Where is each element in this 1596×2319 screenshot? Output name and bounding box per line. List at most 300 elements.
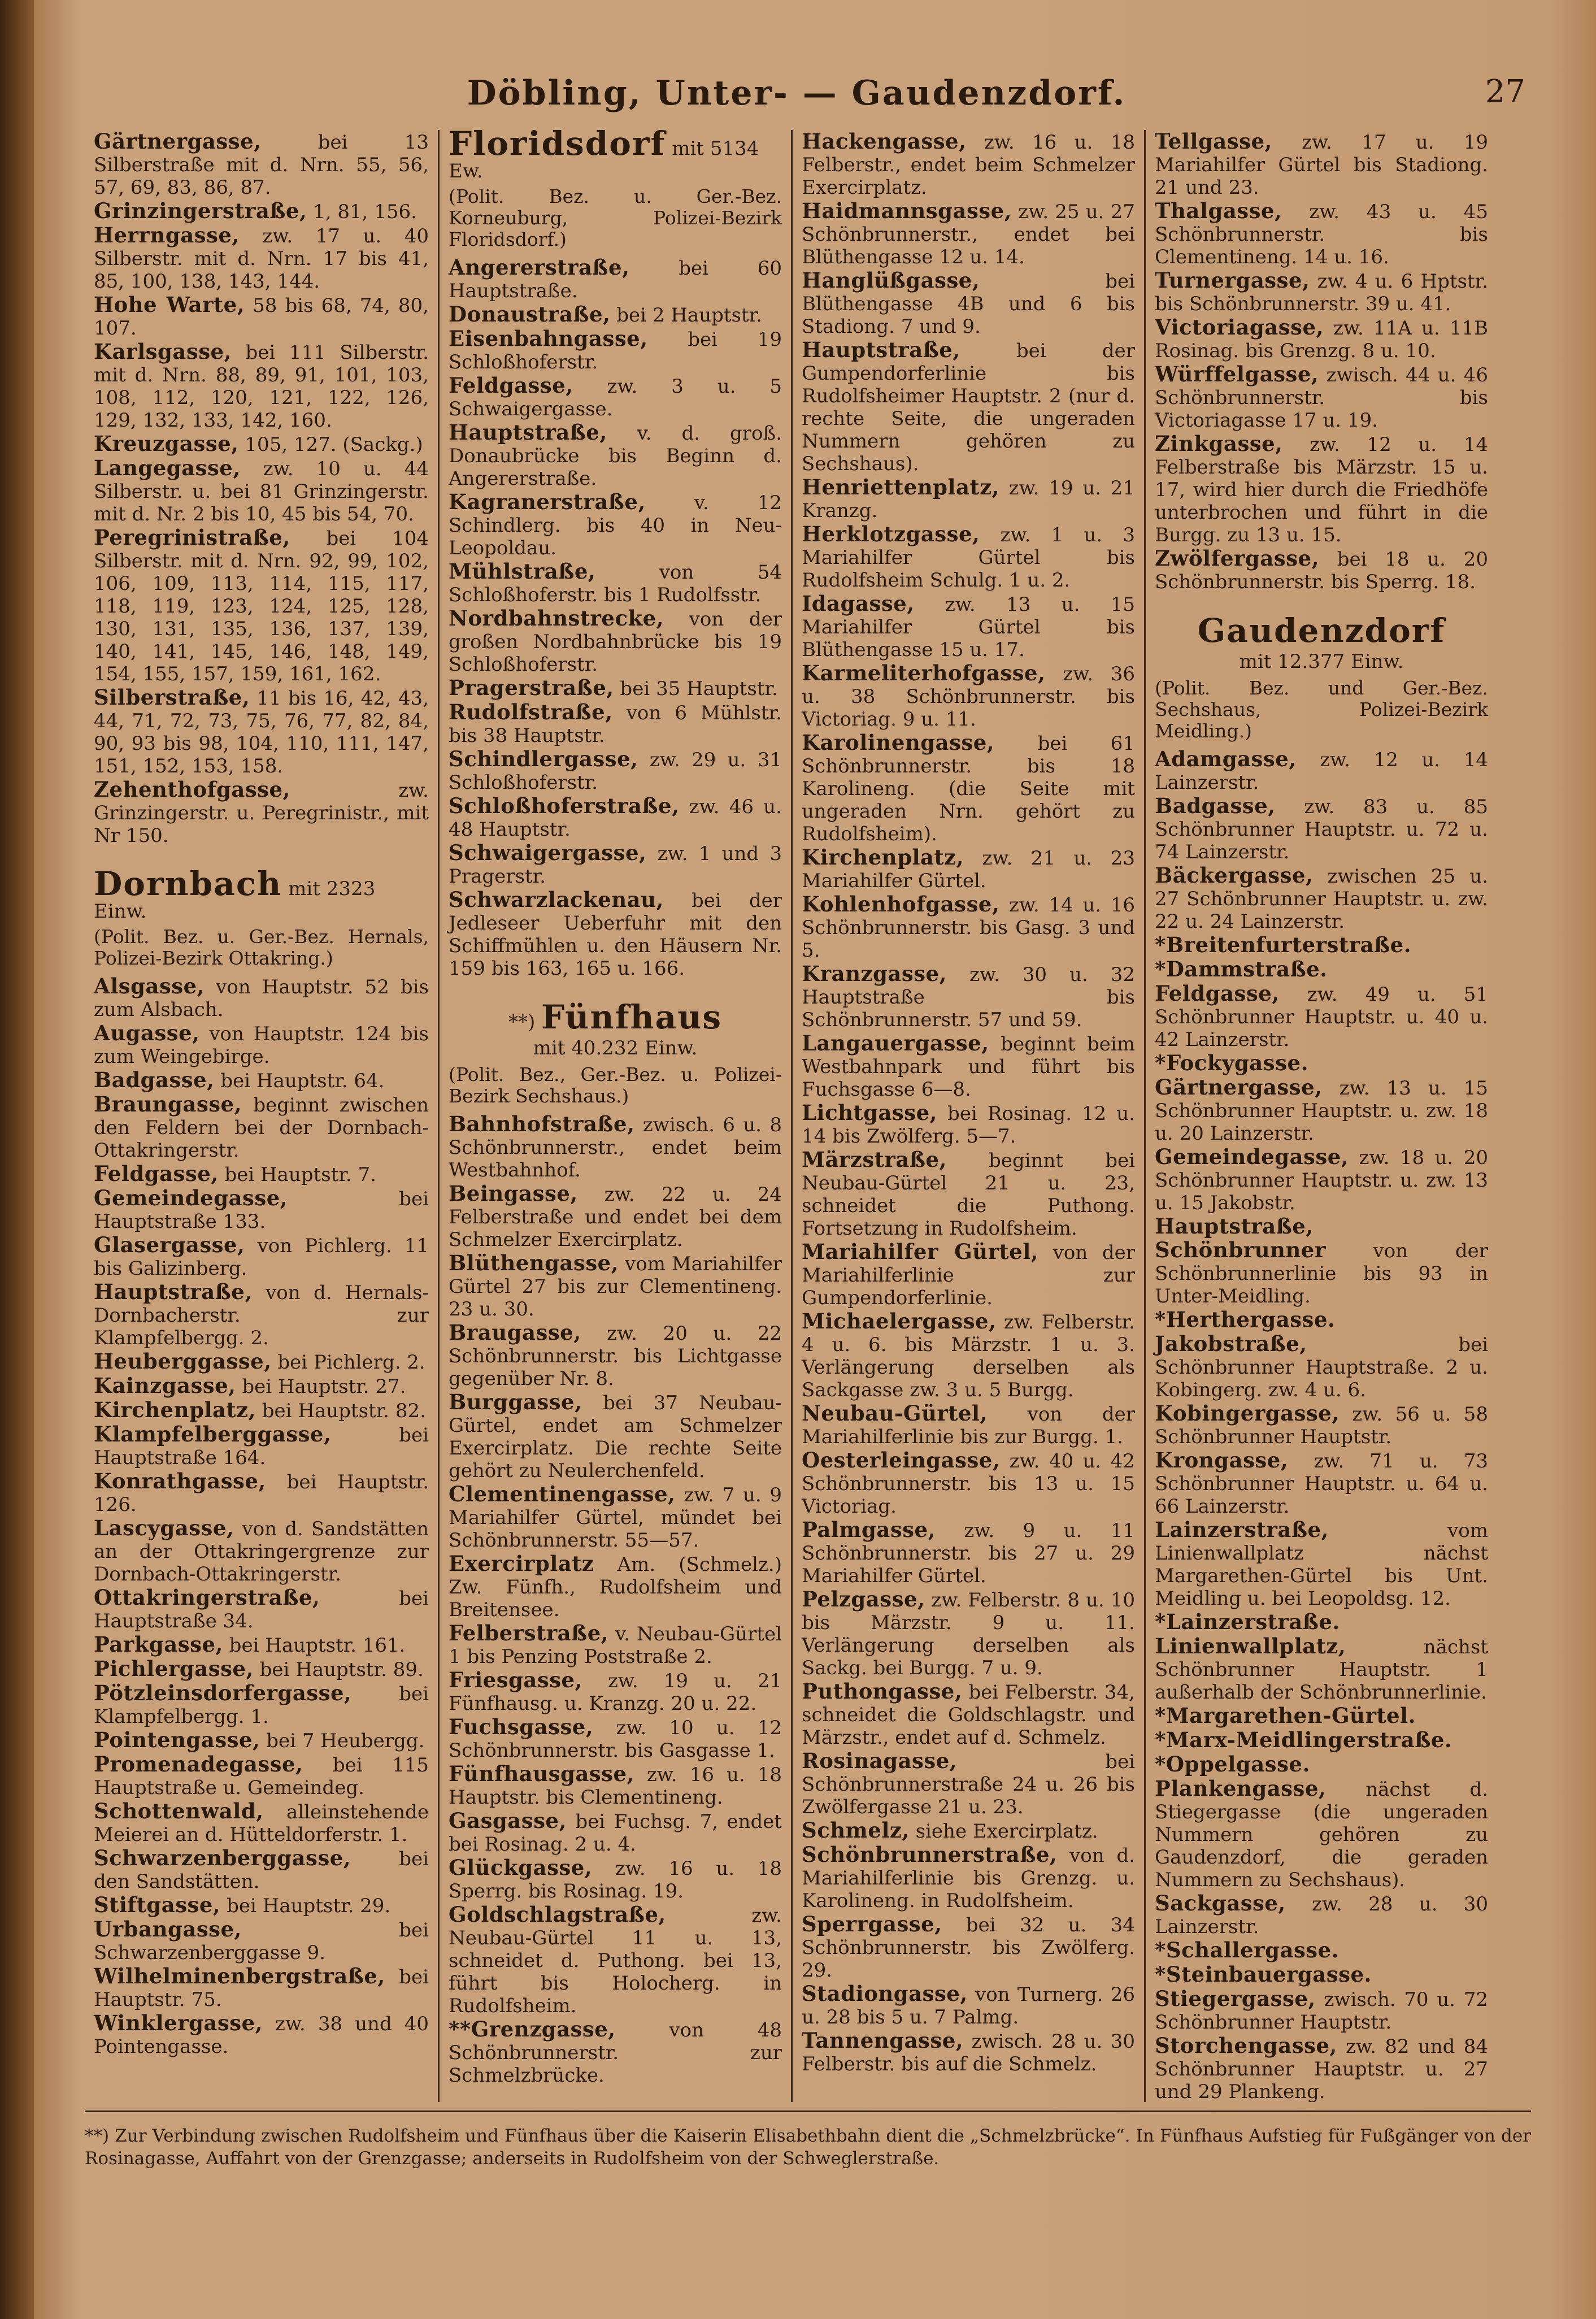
street-name: Gemeindegasse,: [94, 1185, 288, 1210]
street-entry: [802, 1032, 1135, 1101]
street-entry: [449, 1483, 782, 1552]
street-name: Peregrinistraße,: [94, 525, 290, 550]
street-entry: [1155, 1610, 1488, 1634]
street-entry: [94, 1729, 429, 1752]
street-description: bei Schönbrunnerstraße 24 u. 26 bis Zwölfergasse 21 u. 23.: [802, 1751, 1135, 1818]
street-description: zw. 40 u. 42 Schönbrunnerstr. bis 13 u. 15 Victoriag.: [802, 1450, 1135, 1518]
street-entry: [1155, 1215, 1488, 1308]
street-description: bei Rosinag. 12 u. 14 bis Zwölferg. 5—7.: [802, 1102, 1135, 1148]
street-entry: [802, 199, 1135, 268]
street-description: zw. 12 u. 14 Lainzerstr.: [1155, 749, 1488, 794]
street-description: bei Fuchsg. 7, endet bei Rosinag. 2 u. 4.: [449, 1810, 782, 1856]
street-description: von d. Sandstätten an der Ottakringergrenze zur Dornbach-Ottakringerstr.: [94, 1518, 429, 1586]
street-name: Linienwallplatz,: [1155, 1634, 1346, 1658]
street-name: *Herthergasse.: [1155, 1307, 1336, 1332]
street-name: Felberstraße,: [449, 1621, 609, 1645]
district-title: Gaudenzdorf: [1197, 611, 1446, 650]
page-header: [56, 73, 1537, 119]
street-description: von Hauptstr. 124 bis zum Weingebirge.: [94, 1023, 429, 1068]
street-entry: [94, 1847, 429, 1893]
street-name: Kagranerstraße,: [449, 489, 646, 514]
street-name: Turnergasse,: [1155, 268, 1310, 293]
street-description: beginnt beim Westbahnpark und führt bis Fuchsgasse 6—8.: [802, 1033, 1135, 1101]
street-name: Hohe Warte,: [94, 292, 245, 317]
street-name: Konrathgasse,: [94, 1469, 266, 1493]
street-description: zw. 16 u. 18 Felberstr., endet beim Schmelzer Exercirplatz.: [802, 131, 1135, 199]
street-name: Hackengasse,: [802, 130, 967, 154]
street-entry: [1155, 2034, 1488, 2102]
street-name: Michaelergasse,: [802, 1309, 997, 1334]
street-name: Langegasse,: [94, 455, 241, 480]
street-name: Braungasse,: [94, 1092, 242, 1117]
street-description: von 54 Schloßhoferstr. bis 1 Rudolfsstr.: [449, 561, 782, 606]
street-name: *Dammstraße.: [1155, 957, 1328, 982]
street-entry: [1155, 982, 1488, 1051]
street-description: zwisch. 70 u. 72 Schönbrunner Hauptstr.: [1155, 1988, 1488, 2034]
street-name: *Breitenfurterstraße.: [1155, 932, 1412, 957]
street-description: zw. 14 u. 16 Schönbrunnerstr. bis Gasg. 3 und 5.: [802, 894, 1135, 962]
street-description: siehe Exercirplatz.: [909, 1820, 1098, 1843]
street-entry: [94, 1633, 429, 1657]
street-description: bei Hauptstraße 34.: [94, 1587, 429, 1632]
street-description: zw. 82 und 84 Schönbrunner Hauptstr. u. 27 und 29 Plankeng.: [1155, 2035, 1488, 2102]
street-name: Storchengasse,: [1155, 2033, 1337, 2058]
street-name: *Margarethen-Gürtel.: [1155, 1703, 1416, 1728]
district-population: mit 40.232 Einw.: [533, 1037, 698, 1059]
street-description: 1, 81, 156.: [307, 201, 417, 223]
street-name: Schwarzenberggasse,: [94, 1845, 351, 1870]
street-name: Friesgasse,: [449, 1667, 582, 1692]
street-name: Märzstraße,: [802, 1147, 947, 1172]
street-entry: [1155, 1704, 1488, 1728]
district-title: Floridsdorf: [449, 130, 666, 163]
street-entry: [94, 1918, 429, 1964]
street-name: Grinzingerstraße,: [94, 198, 307, 223]
street-name: Oesterleingasse,: [802, 1448, 1001, 1473]
street-entry: [449, 560, 782, 606]
street-name: Mariahilfer Gürtel,: [802, 1239, 1039, 1264]
column-1: [85, 130, 438, 2102]
street-entry: [449, 1903, 782, 2017]
street-description: v. Neubau-Gürtel 1 bis Penzing Poststraße 2.: [449, 1623, 782, 1668]
street-description: zw. 43 u. 45 Schönbrunnerstr. bis Clementineng. 14 u. 16.: [1155, 201, 1488, 268]
street-description: alleinstehende Meierei an d. Hütteldorferstr. 1.: [94, 1801, 429, 1846]
street-name: Winklergasse,: [94, 2010, 263, 2035]
street-name: Tellgasse,: [1155, 130, 1272, 154]
street-name: Zehenthofgasse,: [94, 777, 290, 802]
street-description: bei Pichlerg. 2.: [271, 1351, 425, 1374]
street-name: Henriettenplatz,: [802, 475, 999, 500]
street-entry: [94, 1162, 429, 1186]
street-entry: [94, 199, 429, 223]
street-name: Fünfhausgasse,: [449, 1761, 634, 1786]
street-description: bei Schönbrunner Hauptstraße. 2 u. Kobingerg. zw. 4 u. 6.: [1155, 1334, 1488, 1401]
street-name: Glückgasse,: [449, 1855, 593, 1880]
street-name: Goldschlagstraße,: [449, 1902, 666, 1927]
street-description: bei Hauptstr. 82.: [255, 1400, 426, 1422]
street-description: vom Mariahilfer Gürtel 27 bis zur Clementineng. 23 u. 30.: [449, 1253, 782, 1321]
street-entry: [94, 1350, 429, 1374]
street-name: Karlsgasse,: [94, 339, 232, 364]
street-name: Puthongasse,: [802, 1679, 963, 1704]
street-entry: [94, 1234, 429, 1280]
street-name: Lainzerstraße,: [1155, 1517, 1329, 1542]
street-name: Neubau-Gürtel,: [802, 1401, 988, 1426]
street-entry: [1155, 1987, 1488, 2034]
street-entry: [802, 962, 1135, 1031]
street-entry: [449, 421, 782, 490]
street-name: Rudolfstraße,: [449, 700, 613, 724]
footnote: **) Zur Verbindung zwischen Rudolfsheim und Fünfhaus über die Kaiserin Elisabethbahn dient die „Schmelzbrücke“. In Fünfhaus Aufstieg für Fußgänger von der Rosinagasse, Auffahrt von der Grenzgasse; anderseits in Rudolfsheim von der Schweglerstraße.: [85, 2126, 1531, 2169]
street-description: bei Hauptstr. 126.: [94, 1471, 429, 1516]
street-entry: [449, 1716, 782, 1762]
street-description: zw. 17 u. 40 Silberstr. mit d. Nrn. 17 bis 41, 85, 100, 138, 143, 144.: [94, 225, 429, 293]
street-description: zw. 4 u. 6 Hptstr. bis Schönbrunnerstr. 39 u. 41.: [1155, 270, 1488, 315]
street-entry: [94, 526, 429, 685]
street-description: bei Hauptstr. 7.: [218, 1163, 376, 1186]
street-description: bei 61 Schönbrunnerstr. bis 18 Karolineng. (die Seite mit ungeraden Nrn. gehört zu Rudolfsheim).: [802, 732, 1135, 845]
street-entry: [802, 2029, 1135, 2075]
street-name: *Fockygasse.: [1155, 1050, 1308, 1075]
street-entry: [802, 1310, 1135, 1401]
street-entry: [449, 1182, 782, 1251]
street-entry: [1155, 363, 1488, 432]
street-name: Braugasse,: [449, 1320, 581, 1345]
street-description: zw. 71 u. 73 Schönbrunner Hauptstr. u. 64 u. 66 Lainzerstr.: [1155, 1450, 1488, 1518]
street-entry: [802, 1240, 1135, 1309]
street-description: beginnt zwischen den Feldern bei der Dornbach-Ottakringerstr.: [94, 1094, 429, 1162]
street-entry: [94, 1069, 429, 1092]
street-description: bei Felberstr. 34, schneidet die Goldschlagstr. und Märzstr., endet auf d. Schmelz.: [802, 1681, 1135, 1749]
street-name: Blüthengasse,: [449, 1250, 619, 1275]
street-name: Kobingergasse,: [1155, 1401, 1340, 1426]
street-name: Stiftgasse,: [94, 1892, 221, 1917]
street-description: von Turnerg. 26 u. 28 bis 5 u. 7 Palmg.: [802, 1983, 1135, 2029]
street-entry: [449, 1321, 782, 1390]
street-name: Kirchenplatz,: [802, 845, 964, 870]
street-description: bei 104 Silberstr. mit d. Nrn. 92, 99, 102, 106, 109, 113, 114, 115, 117, 118, 119, 123, 124, 125, 128, 130, 131, 135, 136, 137, 139, 140, 141, 145, 146, 148, 149, 154, 155, 157, 159, 161, 162.: [94, 527, 429, 685]
street-name: Karolinengasse,: [802, 730, 995, 755]
street-name: Hauptstraße,: [449, 420, 607, 445]
street-description: v. d. groß. Donaubrücke bis Beginn d. Angererstraße.: [449, 422, 782, 490]
street-description: bei 60 Hauptstraße.: [449, 257, 782, 302]
street-name: Schottenwald,: [94, 1799, 264, 1823]
street-entry: [802, 1148, 1135, 1240]
street-entry: [802, 269, 1135, 338]
street-entry: [94, 1965, 429, 2011]
street-description: von d. Mariahilferlinie bis Grenzg. u. Karolineng. in Rudolfsheim.: [802, 1844, 1135, 1912]
district-note: (Polit. Bez. u. Ger.-Bez. Korneuburg, Polizei-Bezirk Floridsdorf.): [449, 185, 782, 250]
street-entry: [1155, 269, 1488, 315]
street-entry: [94, 457, 429, 526]
street-description: von Pichlerg. 11 bis Galizinberg.: [94, 1235, 429, 1280]
street-entry: [94, 1800, 429, 1846]
street-description: zwisch. 28 u. 30 Felberstr. bis auf die Schmelz.: [802, 2030, 1135, 2075]
street-name: Kranzgasse,: [802, 961, 947, 986]
street-entry: [449, 841, 782, 888]
street-name: Donaustraße,: [449, 302, 611, 327]
street-entry: [94, 1399, 429, 1422]
street-entry: [1155, 1518, 1488, 1610]
street-name: Kirchenplatz,: [94, 1397, 256, 1422]
street-description: bei Hauptstraße 133.: [94, 1188, 429, 1233]
street-description: bei 7 Heubergg.: [260, 1730, 425, 1752]
street-description: zw. 30 u. 32 Hauptstraße bis Schönbrunnerstr. 57 und 59.: [802, 963, 1135, 1031]
street-description: zw. 11A u. 11B Rosinag. bis Grenzg. 8 u. 10.: [1155, 317, 1488, 362]
street-entry: [1155, 1892, 1488, 1938]
street-name: Gärtnergasse,: [94, 130, 262, 154]
street-description: zw. 1 und 3 Pragerstr.: [449, 843, 782, 888]
street-entry: [449, 1391, 782, 1482]
district-population: mit 5134 Ew.: [449, 137, 759, 183]
street-description: bei der Gumpendorferlinie bis Rudolfsheimer Hauptstr. 2 (nur d. rechte Seite, die ungeraden Nummern gehören zu Sechshaus).: [802, 340, 1135, 475]
street-entry: [449, 1856, 782, 1903]
street-entry: [449, 607, 782, 676]
street-entry: [1155, 1076, 1488, 1145]
district-heading: [449, 132, 782, 183]
street-name: Burggasse,: [449, 1389, 582, 1414]
street-name: Clementinengasse,: [449, 1482, 676, 1506]
street-name: Schindlergasse,: [449, 746, 638, 771]
street-name: Bäckergasse,: [1155, 863, 1314, 888]
street-description: zw. 25 u. 27 Schönbrunnerstr., endet bei Blüthengasse 12 u. 14.: [802, 201, 1135, 268]
street-entry: [94, 1517, 429, 1586]
street-name: Pragerstraße,: [449, 675, 614, 700]
street-entry: [94, 686, 429, 778]
street-entry: [1155, 1052, 1488, 1075]
street-name: *Lainzerstraße.: [1155, 1609, 1340, 1634]
street-name: Sperrgasse,: [802, 1912, 942, 1936]
street-entry: [94, 1894, 429, 1917]
street-entry: [802, 662, 1135, 731]
street-name: Thalgasse,: [1155, 198, 1282, 223]
street-entry: [449, 794, 782, 841]
street-description: zw. 13 u. 15 Mariahilfer Gürtel bis Blüthengasse 15 u. 17.: [802, 593, 1135, 661]
street-description: von 48 Schönbrunnerstr. zur Schmelzbrücke.: [449, 2019, 782, 2087]
street-entry: [1155, 1753, 1488, 1777]
street-description: bei Blüthengasse 4B und 6 bis Stadiong. 7 und 9.: [802, 270, 1135, 338]
street-entry: [802, 592, 1135, 661]
book-spine: [0, 0, 34, 2319]
street-description: bei der Jedleseer Ueberfuhr mit den Schiffmühlen u. den Häusern Nr. 159 bis 163, 165 u. 166.: [449, 889, 782, 980]
street-description: bei 2 Hauptstr.: [610, 304, 762, 327]
street-name: Adamgasse,: [1155, 746, 1297, 771]
street-name: Lascygasse,: [94, 1515, 234, 1540]
street-name: Sackgasse,: [1155, 1891, 1286, 1916]
street-entry: [449, 1762, 782, 1809]
street-description: bei Hauptstr. 64.: [214, 1070, 385, 1092]
street-entry: [94, 1093, 429, 1162]
street-entry: [449, 374, 782, 420]
street-name: Idagasse,: [802, 591, 915, 616]
street-name: Hauptstraße,: [94, 1279, 253, 1304]
footnote-rule: [85, 2110, 1531, 2112]
street-description: nächst d. Stiegergasse (die ungeraden Nummern gehören zu Gaudenzdorf, die geraden Nummern zu Sechshaus).: [1155, 1778, 1488, 1891]
street-description: zw. 29 u. 31 Schloßhoferstr.: [449, 749, 782, 794]
street-entry: [1155, 1449, 1488, 1518]
street-description: bei Klampfelbergg. 1.: [94, 1683, 429, 1728]
street-description: bei den Sandstätten.: [94, 1848, 429, 1893]
street-description: zw. 17 u. 19 Mariahilfer Gürtel bis Stadiong. 21 und 23.: [1155, 131, 1488, 199]
street-entry: [94, 1022, 429, 1068]
street-description: von d. Hernals-Dornbacherstr. zur Klampfelbergg. 2.: [94, 1282, 429, 1349]
street-entry: [449, 303, 782, 327]
street-name: Krongasse,: [1155, 1448, 1289, 1473]
street-entry: [94, 1423, 429, 1469]
street-description: zw. 83 u. 85 Schönbrunner Hauptstr. u. 72 u. 74 Lainzerstr.: [1155, 796, 1488, 863]
street-name: Gärtnergasse,: [1155, 1075, 1323, 1100]
street-entry: [1155, 199, 1488, 268]
street-description: zw. 38 und 40 Pointengasse.: [94, 2013, 429, 2058]
street-name: *Marx-Meidlingerstraße.: [1155, 1727, 1453, 1752]
street-name: Badgasse,: [94, 1067, 215, 1092]
street-description: zw. 46 u. 48 Hauptstr.: [449, 796, 782, 841]
street-entry: [802, 1843, 1135, 1912]
street-name: Wilhelminenbergstraße,: [94, 1964, 385, 1988]
street-entry: [802, 1819, 1135, 1843]
district-population: mit 12.377 Einw.: [1239, 650, 1404, 673]
street-entry: [1155, 1145, 1488, 1214]
street-description: zw. 16 u. 18 Sperrg. bis Rosinag. 19.: [449, 1857, 782, 1903]
column-4: [1144, 130, 1497, 2102]
street-entry: [802, 1982, 1135, 2029]
street-name: Silberstraße,: [94, 685, 250, 710]
street-name: Gasgasse,: [449, 1808, 567, 1833]
street-entry: [802, 1913, 1135, 1982]
street-description: bei Hauptstr. 29.: [220, 1895, 391, 1917]
street-name: Heuberggasse,: [94, 1349, 272, 1374]
street-entry: [1155, 1939, 1488, 1962]
street-entry: [802, 1749, 1135, 1818]
street-name: Feldgasse,: [94, 1161, 219, 1186]
street-description: zwischen 25 u. 27 Schönbrunner Hauptstr. u. zw. 22 u. 24 Lainzerstr.: [1155, 865, 1488, 933]
street-entry: [1155, 1729, 1488, 1752]
street-description: zw. 10 u. 44 Silberstr. u. bei 81 Grinzingerstr. mit d. Nr. 2 bis 10, 45 bis 54, 70.: [94, 458, 429, 526]
street-description: zw. 7 u. 9 Mariahilfer Gürtel, mündet bei Schönbrunnerstr. 55—57.: [449, 1484, 782, 1552]
street-name: Schwarzlackenau,: [449, 887, 664, 912]
street-name: Hanglüßgasse,: [802, 268, 980, 293]
street-name: Feldgasse,: [1155, 981, 1280, 1006]
street-entry: [449, 1622, 782, 1668]
street-description: zw. 22 u. 24 Felberstraße und endet bei dem Schmelzer Exercirplatz.: [449, 1183, 782, 1251]
street-name: Haidmannsgasse,: [802, 198, 1012, 223]
street-entry: [449, 676, 782, 700]
street-name: Herklotzgasse,: [802, 522, 980, 546]
footnote-marker: **): [508, 1011, 536, 1033]
street-entry: [1155, 1963, 1488, 1987]
street-name: Schmelz,: [802, 1818, 910, 1843]
street-description: zw. 19 u. 21 Kranzg.: [802, 477, 1135, 522]
street-description: von der Schönbrunnerlinie bis 93 in Unter-Meidling.: [1155, 1240, 1488, 1308]
street-entry: [94, 1187, 429, 1233]
street-name: Augasse,: [94, 1020, 200, 1045]
street-entry: [802, 846, 1135, 892]
street-entry: [802, 1402, 1135, 1448]
street-description: bei Hauptstr. 161.: [223, 1634, 406, 1657]
street-name: Langauergasse,: [802, 1031, 989, 1056]
street-entry: [94, 778, 429, 847]
street-name: Parkgasse,: [94, 1632, 223, 1657]
street-description: zw. 3 u. 5 Schwaigergasse.: [449, 375, 782, 420]
street-entry: [94, 1682, 429, 1728]
street-entry: [94, 340, 429, 432]
street-name: **Grenzgasse,: [449, 2017, 616, 2042]
street-description: zw. Grinzingerstr. u. Peregrinistr., mit Nr 150.: [94, 779, 429, 847]
street-description: zw. 36 u. 38 Schönbrunnerstr. bis Victoriag. 9 u. 11.: [802, 663, 1135, 731]
street-name: Karmeliterhofgasse,: [802, 661, 1046, 685]
street-entry: [1155, 1402, 1488, 1448]
street-description: nächst Schönbrunner Hauptstr. 1 außerhalb der Schönbrunnerlinie.: [1155, 1636, 1488, 1704]
street-entry: [802, 731, 1135, 845]
street-name: Angererstraße,: [449, 255, 630, 280]
street-description: zw. Felberstr. 4 u. 6. bis Märzstr. 1 u. 3. Verlängerung derselben als Sackgasse zw. 3 u. 5 Burgg.: [802, 1311, 1135, 1401]
district-heading: [1155, 611, 1488, 650]
street-name: Stiegergasse,: [1155, 1986, 1316, 2011]
street-name: Herrngasse,: [94, 223, 240, 247]
street-name: Fuchsgasse,: [449, 1714, 594, 1739]
street-entry: [449, 1252, 782, 1321]
street-description: 105, 127. (Sackg.): [238, 433, 423, 456]
street-entry: [449, 701, 782, 747]
street-description: zw. 10 u. 12 Schönbrunnerstr. bis Gasgasse 1.: [449, 1717, 782, 1762]
street-entry: [449, 1113, 782, 1182]
street-name: Kohlenhofgasse,: [802, 892, 1000, 917]
street-entry: [94, 975, 429, 1021]
street-entry: [94, 224, 429, 293]
street-description: bei 18 u. 20 Schönbrunnerstr. bis Sperrg. 18.: [1155, 548, 1488, 593]
street-entry: [1155, 958, 1488, 982]
street-name: Hauptstraße, Schönbrunner: [1155, 1214, 1326, 1262]
street-entry: [449, 327, 782, 374]
street-description: bei Hauptstr. 27.: [236, 1375, 406, 1398]
street-name: Tannengasse,: [802, 2028, 964, 2053]
district-population: mit 2323 Einw.: [94, 878, 376, 923]
street-entry: [1155, 316, 1488, 362]
page-title: Döbling, Unter- — Gaudenzdorf.: [467, 73, 1127, 113]
street-description: zwisch. 6 u. 8 Schönbrunnerstr., endet beim Westbahnhof.: [449, 1114, 782, 1182]
street-description: von 6 Mühlstr. bis 38 Hauptstr.: [449, 702, 782, 747]
street-description: bei 115 Hauptstraße u. Gemeindeg.: [94, 1754, 429, 1799]
street-entry: [1155, 933, 1488, 957]
street-description: bei 111 Silberstr. mit d. Nrn. 88, 89, 91, 101, 103, 108, 112, 120, 121, 122, 126, 129, 132, 133, 142, 160.: [94, 341, 429, 432]
street-name: Plankengasse,: [1155, 1776, 1327, 1801]
street-entry: [1155, 1635, 1488, 1704]
street-description: 58 bis 68, 74, 80, 107.: [94, 294, 429, 340]
street-description: von der Mariahilferlinie bis zur Burgg. 1.: [802, 1403, 1135, 1448]
street-name: Pointengasse,: [94, 1727, 260, 1752]
street-name: Lichtgasse,: [802, 1100, 938, 1125]
street-entry: [94, 293, 429, 340]
street-name: Zinkgasse,: [1155, 431, 1283, 456]
street-description: zw. Felberstr. 8 u. 10 bis Märzstr. 9 u. 11. Verlängerung derselben als Sackg. bei Burgg. 7 u. 9.: [802, 1589, 1135, 1679]
street-description: beginnt bei Neubau-Gürtel 21 u. 23, schneidet die Puthong. Fortsetzung in Rudolfsheim.: [802, 1149, 1135, 1240]
columns: [85, 130, 1531, 2102]
street-description: von Hauptstr. 52 bis zum Alsbach.: [94, 976, 429, 1021]
street-entry: [1155, 748, 1488, 794]
street-entry: [802, 1518, 1135, 1587]
street-name: Bahnhofstraße,: [449, 1111, 635, 1136]
street-entry: [94, 432, 429, 456]
street-name: Würffelgasse,: [1155, 362, 1319, 386]
street-name: Rosinagasse,: [802, 1748, 958, 1773]
street-description: bei Hauptstr. 89.: [253, 1658, 424, 1681]
district-note: (Polit. Bez., Ger.-Bez. u. Polizei-Bezirk Sechshaus.): [449, 1063, 782, 1107]
street-entry: [94, 1470, 429, 1516]
street-entry: [449, 1669, 782, 1715]
street-name: Mühlstraße,: [449, 559, 596, 584]
street-name: Stadiongasse,: [802, 1981, 968, 2006]
street-entry: [94, 130, 429, 199]
